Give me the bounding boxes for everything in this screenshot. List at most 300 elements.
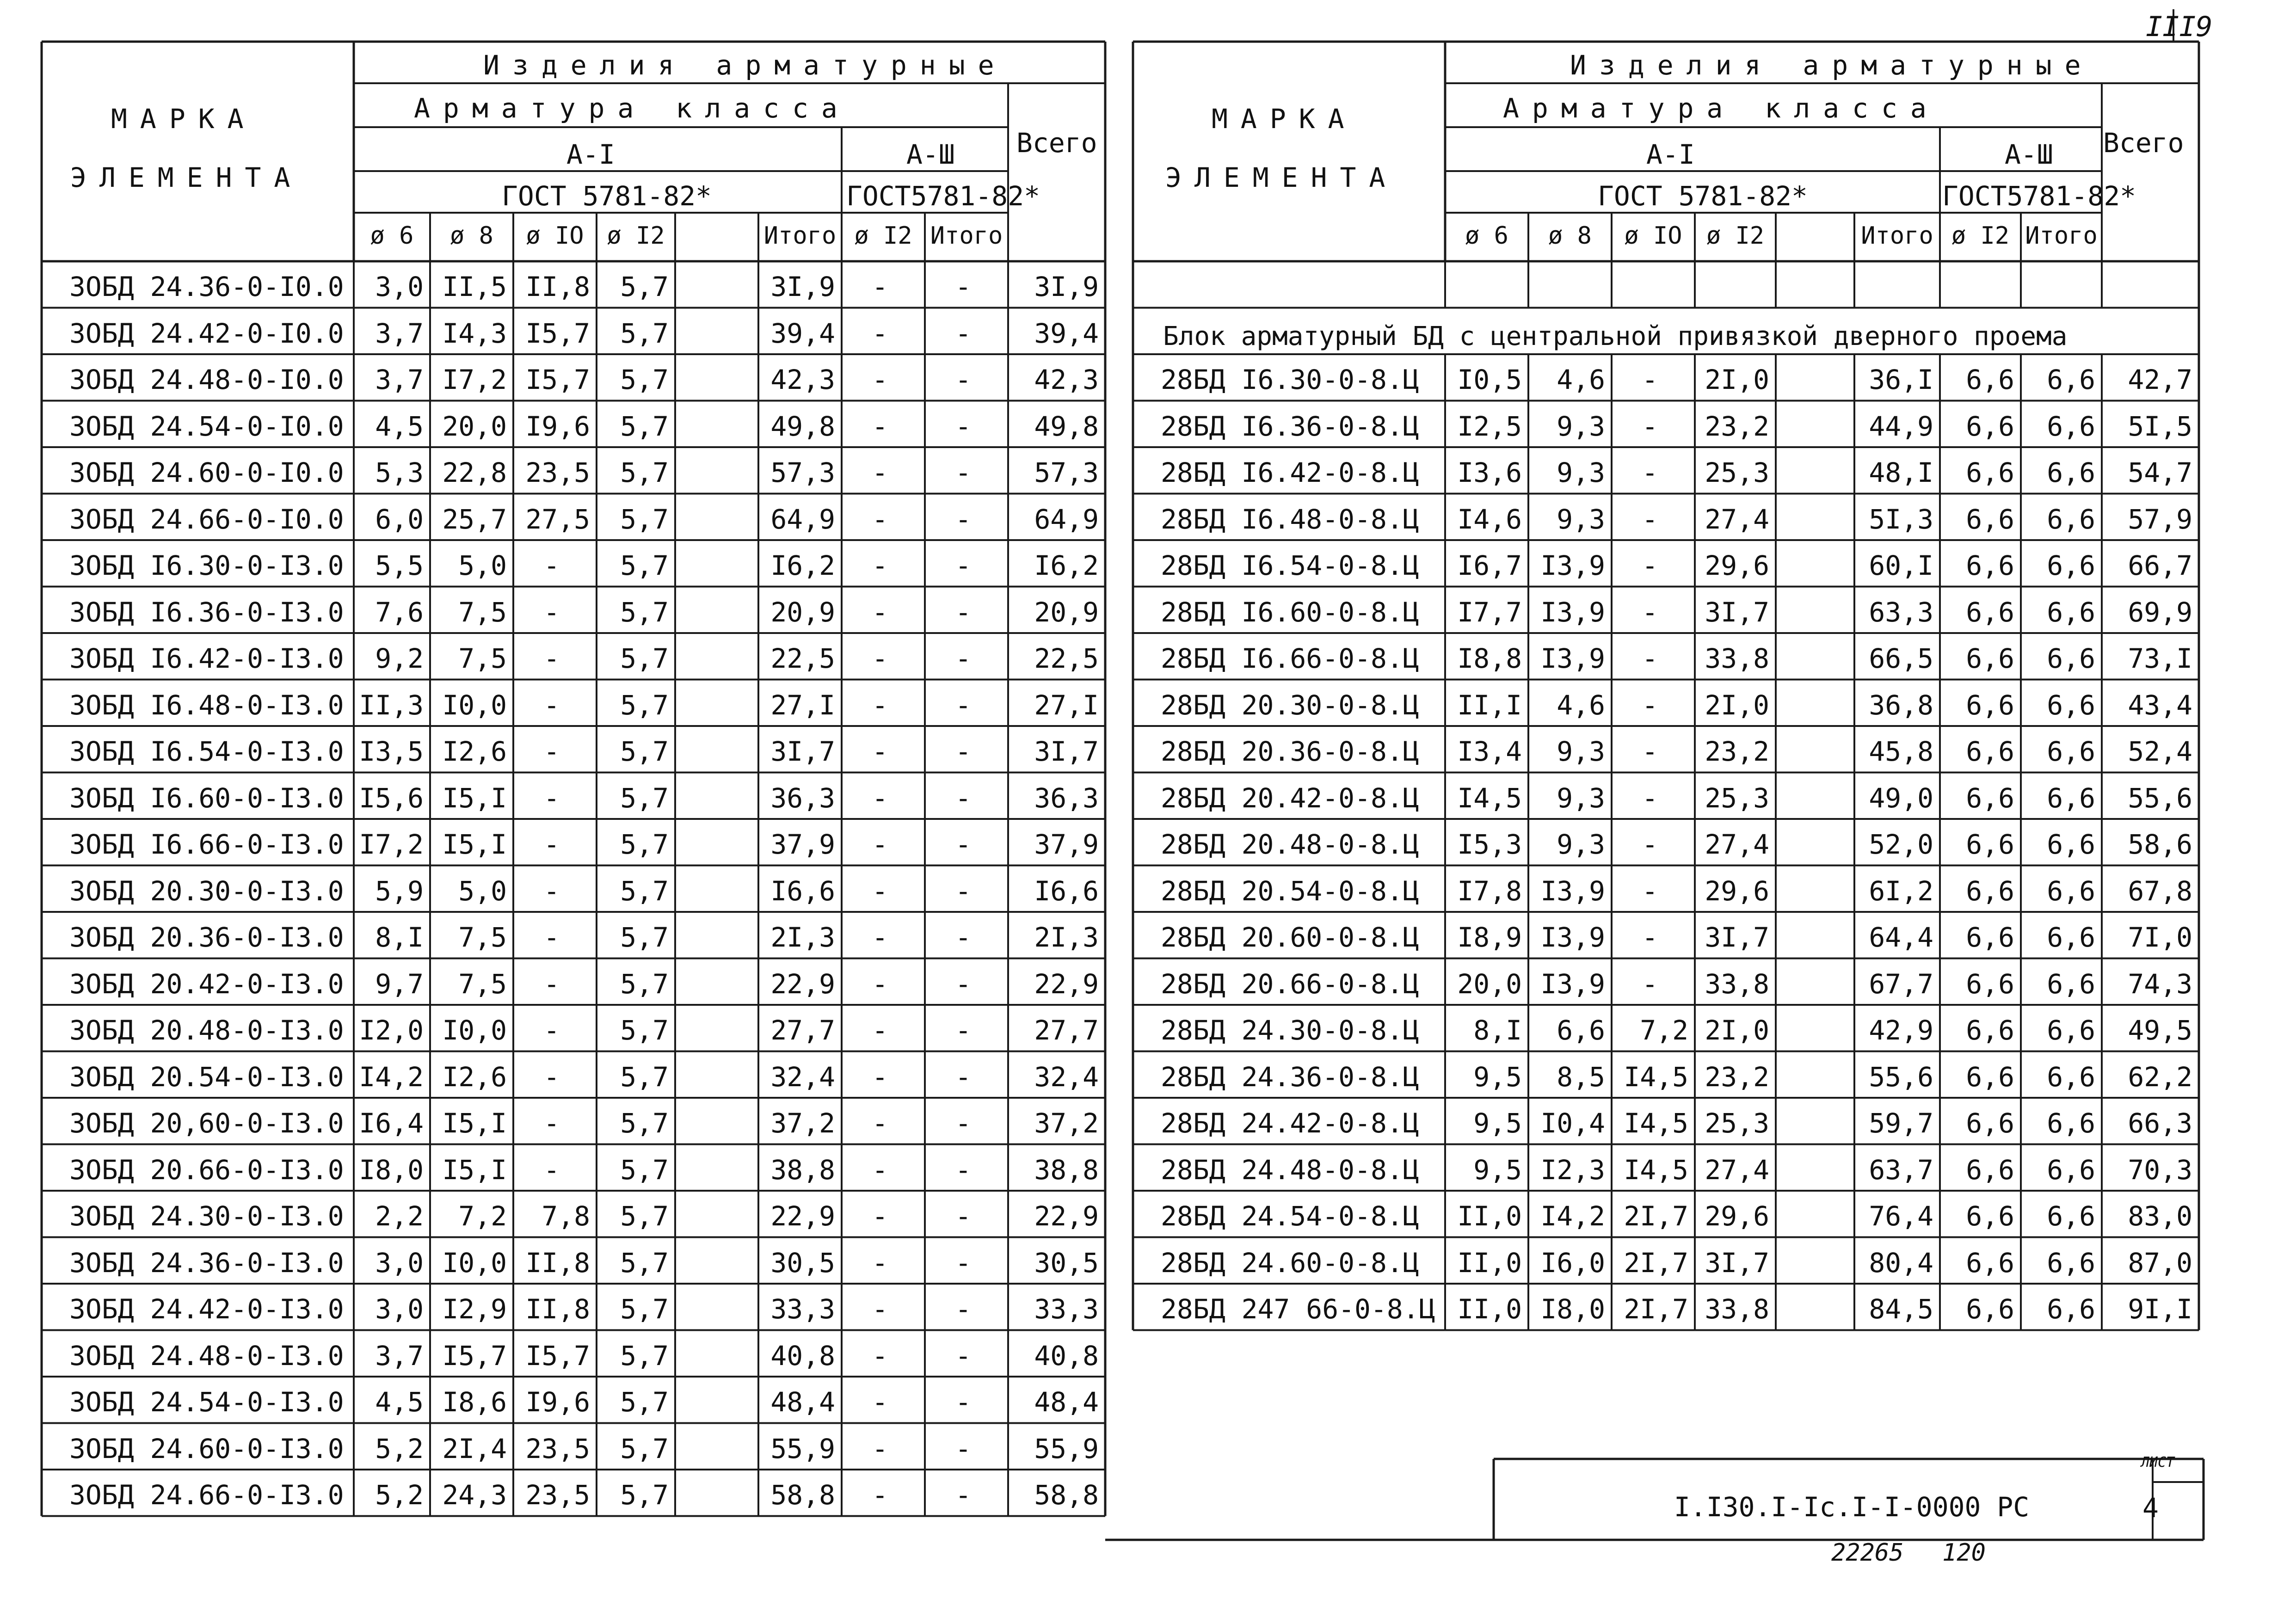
left-row-value: 27,5 <box>525 503 590 535</box>
right-col-header: ø IO <box>1624 222 1682 250</box>
right-row-value: 6,6 <box>1966 829 2014 860</box>
left-row-value: - <box>872 1154 888 1186</box>
left-row-value: 30,5 <box>770 1247 835 1279</box>
left-row-value: 49,8 <box>1034 410 1099 442</box>
right-row-value: 42,7 <box>2128 364 2192 395</box>
right-class-row: Арматура класса <box>1503 92 1939 124</box>
left-row-value: 48,4 <box>770 1386 835 1418</box>
right-row-value: 6,6 <box>1966 1154 2014 1186</box>
left-class-row: Арматура класса <box>414 92 850 124</box>
right-row-value: 33,8 <box>1705 643 1769 674</box>
right-row-value: 49,5 <box>2128 1015 2192 1046</box>
right-row-value: 84,5 <box>1869 1293 1933 1325</box>
left-row-value: - <box>872 364 888 395</box>
right-row-value: 6,6 <box>2047 922 2095 953</box>
right-row-value: 64,4 <box>1869 922 1933 953</box>
right-row-value: 6,6 <box>1966 875 2014 907</box>
right-row-value: I3,9 <box>1540 922 1605 953</box>
left-row-value: - <box>872 1386 888 1418</box>
right-row-value: I3,9 <box>1540 875 1605 907</box>
left-row-value: - <box>872 1061 888 1093</box>
left-row-mark: 3ОБД 24.30-0-I3.0 <box>69 1200 344 1232</box>
left-row-value: - <box>955 1107 972 1139</box>
right-row-value: 60,I <box>1869 550 1933 581</box>
left-row-value: I4,2 <box>359 1061 424 1093</box>
left-row-value: I4,3 <box>442 317 507 349</box>
left-row-value: - <box>955 1479 972 1511</box>
left-row-value: 38,8 <box>1034 1154 1099 1186</box>
right-row-value: - <box>1642 968 1658 1000</box>
left-row-value: I5,I <box>442 829 507 860</box>
right-row-value: 70,3 <box>2128 1154 2192 1186</box>
right-row-value: I2,3 <box>1540 1154 1605 1186</box>
right-row-value: I7,8 <box>1457 875 1522 907</box>
left-row-value: I8,6 <box>442 1386 507 1418</box>
left-row-mark: 3ОБД 24.60-0-I0.0 <box>69 457 344 488</box>
right-row-value: 20,0 <box>1457 968 1522 1000</box>
left-row-value: 55,9 <box>770 1433 835 1464</box>
left-row-value: 5,7 <box>620 317 669 349</box>
right-row-mark: 28БД 24.54-0-8.Ц <box>1161 1200 1419 1232</box>
left-row-mark: 3ОБД 24.36-0-I3.0 <box>69 1247 344 1279</box>
left-row-mark: 3ОБД I6.42-0-I3.0 <box>69 643 344 674</box>
right-row-value: - <box>1642 596 1658 628</box>
left-row-value: 27,7 <box>770 1015 835 1046</box>
right-row-mark: 28БД I6.66-0-8.Ц <box>1161 643 1419 674</box>
right-row-value: 6,6 <box>1966 1293 2014 1325</box>
left-row-value: - <box>543 1154 560 1186</box>
right-row-value: 6,6 <box>1966 922 2014 953</box>
left-row-value: 32,4 <box>1034 1061 1099 1093</box>
right-row-value: 6,6 <box>2047 1015 2095 1046</box>
left-row-value: I0,0 <box>442 689 507 721</box>
right-row-value: - <box>1642 782 1658 814</box>
left-row-value: 23,5 <box>525 457 590 488</box>
left-row-value: 5,7 <box>620 596 669 628</box>
right-row-value: - <box>1642 550 1658 581</box>
left-row-mark: 3ОБД I6.60-0-I3.0 <box>69 782 344 814</box>
left-row-value: - <box>955 782 972 814</box>
left-row-value: - <box>872 271 888 302</box>
right-row-value: 6,6 <box>1966 1061 2014 1093</box>
left-col-header: ø I2 <box>607 222 665 250</box>
right-row-value: 43,4 <box>2128 689 2192 721</box>
right-row-value: 9,5 <box>1473 1154 1522 1186</box>
right-row-value: 6,6 <box>1966 782 2014 814</box>
left-row-value: - <box>955 317 972 349</box>
left-row-mark: 3ОБД 24.48-0-I0.0 <box>69 364 344 395</box>
right-col-header: ø 6 <box>1465 222 1508 250</box>
left-row-value: 3,7 <box>375 1340 424 1372</box>
right-row-value: 27,4 <box>1705 829 1769 860</box>
left-row-value: - <box>543 596 560 628</box>
left-row-value: 3I,7 <box>1034 736 1099 767</box>
right-row-value: 44,9 <box>1869 410 1933 442</box>
right-row-value: 6,6 <box>2047 364 2095 395</box>
right-row-mark: 28БД 24.36-0-8.Ц <box>1161 1061 1419 1093</box>
left-row-value: I5,7 <box>525 1340 590 1372</box>
left-row-value: 57,3 <box>770 457 835 488</box>
left-row-value: 5,0 <box>458 875 507 907</box>
right-row-mark: 28БД 24.42-0-8.Ц <box>1161 1107 1419 1139</box>
sheet-number: 4 <box>2142 1492 2159 1524</box>
right-row-value: 59,7 <box>1869 1107 1933 1139</box>
left-row-mark: 3ОБД 20.48-0-I3.0 <box>69 1015 344 1046</box>
left-row-value: - <box>955 550 972 581</box>
left-row-value: II,5 <box>442 271 507 302</box>
right-section-note: Блок арматурный БД с центральной привязкой дверного проема <box>1163 321 2068 351</box>
right-row-value: 52,4 <box>2128 736 2192 767</box>
left-row-value: 2,2 <box>375 1200 424 1232</box>
right-row-value: 6,6 <box>1966 364 2014 395</box>
left-row-value: 7,5 <box>458 643 507 674</box>
left-row-value: - <box>543 643 560 674</box>
right-row-value: 6,6 <box>2047 875 2095 907</box>
left-row-value: 9,2 <box>375 643 424 674</box>
left-row-value: - <box>543 1015 560 1046</box>
right-row-value: 73,I <box>2128 643 2192 674</box>
left-row-value: 3,7 <box>375 317 424 349</box>
left-row-value: 22,5 <box>770 643 835 674</box>
left-row-value: 24,3 <box>442 1479 507 1511</box>
right-row-value: 36,8 <box>1869 689 1933 721</box>
right-row-value: 2I,7 <box>1624 1293 1688 1325</box>
right-row-value: I4,6 <box>1457 503 1522 535</box>
left-row-value: 5,7 <box>620 457 669 488</box>
right-total-label: Всего <box>2103 127 2184 159</box>
left-row-value: 5,7 <box>620 875 669 907</box>
left-row-value: 25,7 <box>442 503 507 535</box>
right-row-value: 8,5 <box>1557 1061 1605 1093</box>
left-row-value: 3I,9 <box>770 271 835 302</box>
left-row-value: 5,7 <box>620 364 669 395</box>
left-row-value: 20,9 <box>1034 596 1099 628</box>
left-row-value: - <box>872 1479 888 1511</box>
left-row-value: 5,7 <box>620 736 669 767</box>
left-row-value: 22,9 <box>1034 1200 1099 1232</box>
right-gost-a3: ГОСТ5781-82* <box>1942 180 2136 212</box>
left-row-value: - <box>872 550 888 581</box>
left-row-value: 5,0 <box>458 550 507 581</box>
left-row-value: 5,3 <box>375 457 424 488</box>
left-row-value: - <box>543 550 560 581</box>
right-row-value: 6,6 <box>2047 782 2095 814</box>
right-row-value: 5I,5 <box>2128 410 2192 442</box>
left-row-value: 5,7 <box>620 1015 669 1046</box>
left-row-value: - <box>955 922 972 953</box>
right-row-value: 55,6 <box>2128 782 2192 814</box>
right-row-value: 74,3 <box>2128 968 2192 1000</box>
left-row-value: 5,7 <box>620 1479 669 1511</box>
right-row-value: 9,5 <box>1473 1061 1522 1093</box>
left-row-value: - <box>955 1340 972 1372</box>
right-row-value: 36,I <box>1869 364 1933 395</box>
right-mark-label-2: ЭЛЕМЕНТА <box>1165 162 1398 193</box>
right-row-value: - <box>1642 736 1658 767</box>
right-row-value: 57,9 <box>2128 503 2192 535</box>
right-row-value: 9,3 <box>1557 457 1605 488</box>
left-row-value: 5,7 <box>620 550 669 581</box>
left-row-value: 37,9 <box>770 829 835 860</box>
right-row-value: II,0 <box>1457 1293 1522 1325</box>
right-row-value: 6,6 <box>1966 1247 2014 1279</box>
right-row-value: 63,7 <box>1869 1154 1933 1186</box>
right-col-header: ø I2 <box>1706 222 1765 250</box>
left-row-value: 5,7 <box>620 922 669 953</box>
right-row-value: 7,2 <box>1640 1015 1688 1046</box>
right-row-mark: 28БД I6.36-0-8.Ц <box>1161 410 1419 442</box>
left-row-value: 5,7 <box>620 643 669 674</box>
left-row-value: 5,9 <box>375 875 424 907</box>
right-row-value: 42,9 <box>1869 1015 1933 1046</box>
right-row-value: 45,8 <box>1869 736 1933 767</box>
left-row-value: - <box>872 503 888 535</box>
right-row-value: 6,6 <box>2047 643 2095 674</box>
left-row-value: 7,5 <box>458 596 507 628</box>
right-row-value: I4,5 <box>1457 782 1522 814</box>
right-row-value: 2I,7 <box>1624 1200 1688 1232</box>
right-row-value: 66,7 <box>2128 550 2192 581</box>
left-row-value: I2,6 <box>442 1061 507 1093</box>
left-row-value: - <box>872 736 888 767</box>
right-row-value: I4,5 <box>1624 1061 1688 1093</box>
left-row-value: I5,I <box>442 782 507 814</box>
left-row-value: - <box>543 1107 560 1139</box>
left-row-value: - <box>543 968 560 1000</box>
left-row-value: - <box>955 689 972 721</box>
left-row-value: 37,2 <box>1034 1107 1099 1139</box>
left-row-value: 49,8 <box>770 410 835 442</box>
right-row-mark: 28БД 24.30-0-8.Ц <box>1161 1015 1419 1046</box>
left-row-value: - <box>955 596 972 628</box>
order-number: 22265 <box>1831 1539 1904 1567</box>
right-row-value: 6,6 <box>1966 689 2014 721</box>
left-row-value: - <box>872 643 888 674</box>
right-row-value: 6,6 <box>2047 1247 2095 1279</box>
right-row-value: 54,7 <box>2128 457 2192 488</box>
right-row-value: 9,5 <box>1473 1107 1522 1139</box>
right-row-value: I4,2 <box>1540 1200 1605 1232</box>
left-row-value: - <box>955 1293 972 1325</box>
left-row-value: I7,2 <box>442 364 507 395</box>
left-row-value: I5,I <box>442 1154 507 1186</box>
right-row-value: 67,8 <box>2128 875 2192 907</box>
left-col-header: ø IO <box>526 222 584 250</box>
right-a3-label: А-Ш <box>2005 139 2053 170</box>
left-row-value: - <box>872 317 888 349</box>
right-row-value: 9I,I <box>2128 1293 2192 1325</box>
left-row-value: I5,6 <box>359 782 424 814</box>
left-row-value: - <box>543 829 560 860</box>
right-row-value: 76,4 <box>1869 1200 1933 1232</box>
left-row-mark: 3ОБД 24.54-0-I0.0 <box>69 410 344 442</box>
left-row-value: - <box>955 1154 972 1186</box>
left-a1-label: А-I <box>566 139 615 170</box>
left-row-value: 38,8 <box>770 1154 835 1186</box>
right-row-value: 23,2 <box>1705 736 1769 767</box>
right-row-value: 6,6 <box>1966 968 2014 1000</box>
left-row-value: I5,7 <box>525 364 590 395</box>
left-row-value: - <box>872 689 888 721</box>
right-row-value: 8,I <box>1473 1015 1522 1046</box>
right-col-header: ø I2 <box>1951 222 2010 250</box>
right-row-value: 25,3 <box>1705 782 1769 814</box>
left-row-value: II,8 <box>525 271 590 302</box>
right-row-value: II,0 <box>1457 1200 1522 1232</box>
left-row-value: 7,2 <box>458 1200 507 1232</box>
left-row-value: 5,7 <box>620 829 669 860</box>
left-row-value: 58,8 <box>1034 1479 1099 1511</box>
left-row-value: - <box>955 1015 972 1046</box>
left-row-value: 4,5 <box>375 410 424 442</box>
left-row-value: 40,8 <box>1034 1340 1099 1372</box>
left-row-value: 27,I <box>770 689 835 721</box>
left-row-value: 9,7 <box>375 968 424 1000</box>
left-row-value: - <box>543 782 560 814</box>
left-row-value: 57,3 <box>1034 457 1099 488</box>
left-row-mark: 3ОБД 24.42-0-I3.0 <box>69 1293 344 1325</box>
right-row-value: II,0 <box>1457 1247 1522 1279</box>
left-row-value: - <box>955 736 972 767</box>
left-row-value: - <box>955 1061 972 1093</box>
left-row-value: 27,7 <box>1034 1015 1099 1046</box>
right-row-value: 2I,0 <box>1705 364 1769 395</box>
right-row-value: - <box>1642 922 1658 953</box>
right-row-value: - <box>1642 503 1658 535</box>
right-row-value: 23,2 <box>1705 410 1769 442</box>
right-row-mark: 28БД 24.60-0-8.Ц <box>1161 1247 1419 1279</box>
right-row-value: I3,6 <box>1457 457 1522 488</box>
right-row-value: 3I,7 <box>1705 922 1769 953</box>
left-row-value: - <box>955 1433 972 1464</box>
right-row-value: 9,3 <box>1557 410 1605 442</box>
left-row-value: I0,0 <box>442 1015 507 1046</box>
left-row-mark: 3ОБД 20.66-0-I3.0 <box>69 1154 344 1186</box>
left-col-header: ø 8 <box>450 222 493 250</box>
right-row-value: 6,6 <box>2047 968 2095 1000</box>
right-row-value: 3I,7 <box>1705 596 1769 628</box>
right-row-mark: 28БД I6.30-0-8.Ц <box>1161 364 1419 395</box>
right-row-value: 6,6 <box>2047 1154 2095 1186</box>
right-row-value: 6,6 <box>2047 503 2095 535</box>
right-row-value: 80,4 <box>1869 1247 1933 1279</box>
left-row-value: 5,7 <box>620 1154 669 1186</box>
left-row-value: 5,5 <box>375 550 424 581</box>
right-row-value: 6,6 <box>2047 596 2095 628</box>
left-row-value: 20,0 <box>442 410 507 442</box>
format-number: 120 <box>1942 1539 1986 1567</box>
right-row-value: 6,6 <box>1966 1107 2014 1139</box>
left-row-value: 42,3 <box>1034 364 1099 395</box>
left-row-value: 37,2 <box>770 1107 835 1139</box>
left-row-value: 2I,3 <box>1034 922 1099 953</box>
left-gost-a1: ГОСТ 5781-82* <box>502 180 712 212</box>
sheet-label: ЛИСТ <box>2141 1454 2175 1470</box>
left-row-value: 36,3 <box>770 782 835 814</box>
left-mark-label-1: МАРКА <box>111 103 257 135</box>
left-row-value: 5,7 <box>620 1061 669 1093</box>
left-row-value: 32,4 <box>770 1061 835 1093</box>
left-row-value: 42,3 <box>770 364 835 395</box>
left-row-value: - <box>955 364 972 395</box>
right-row-value: 33,8 <box>1705 968 1769 1000</box>
right-col-header: Итого <box>2025 222 2098 250</box>
left-row-value: 33,3 <box>1034 1293 1099 1325</box>
left-row-value: 33,3 <box>770 1293 835 1325</box>
left-row-value: 5,7 <box>620 1247 669 1279</box>
left-row-value: 64,9 <box>770 503 835 535</box>
left-row-value: I3,5 <box>359 736 424 767</box>
left-row-value: 5,7 <box>620 271 669 302</box>
document-code: I.I30.I-Ic.I-I-0000 PC <box>1674 1491 2030 1523</box>
left-row-mark: 3ОБД 24.66-0-I0.0 <box>69 503 344 535</box>
left-row-value: 5,7 <box>620 410 669 442</box>
left-row-value: 55,9 <box>1034 1433 1099 1464</box>
right-row-mark: 28БД 20.42-0-8.Ц <box>1161 782 1419 814</box>
left-row-mark: 3ОБД I6.48-0-I3.0 <box>69 689 344 721</box>
right-row-value: I6,0 <box>1540 1247 1605 1279</box>
right-row-value: 58,6 <box>2128 829 2192 860</box>
left-row-value: - <box>872 410 888 442</box>
left-row-value: - <box>872 457 888 488</box>
left-col-header: Итого <box>763 222 837 250</box>
right-row-value: - <box>1642 457 1658 488</box>
left-row-value: 64,9 <box>1034 503 1099 535</box>
right-row-value: 6,6 <box>2047 550 2095 581</box>
left-row-mark: 3ОБД 20.30-0-I3.0 <box>69 875 344 907</box>
left-row-value: I7,2 <box>359 829 424 860</box>
left-row-value: I6,4 <box>359 1107 424 1139</box>
left-row-mark: 3ОБД 20.36-0-I3.0 <box>69 922 344 953</box>
right-row-value: 6,6 <box>2047 1200 2095 1232</box>
right-row-value: 87,0 <box>2128 1247 2192 1279</box>
left-row-value: 2I,4 <box>442 1433 507 1464</box>
left-row-value: 3,7 <box>375 364 424 395</box>
left-row-value: - <box>955 1247 972 1279</box>
right-row-value: 6,6 <box>1557 1015 1605 1046</box>
right-row-value: 6I,2 <box>1869 875 1933 907</box>
right-row-value: 83,0 <box>2128 1200 2192 1232</box>
left-row-value: - <box>872 1015 888 1046</box>
right-row-value: 6,6 <box>2047 1107 2095 1139</box>
left-row-mark: 3ОБД I6.36-0-I3.0 <box>69 596 344 628</box>
right-row-mark: 28БД 20.60-0-8.Ц <box>1161 922 1419 953</box>
left-row-value: 37,9 <box>1034 829 1099 860</box>
left-row-value: - <box>543 689 560 721</box>
left-row-value: 5,2 <box>375 1479 424 1511</box>
left-row-value: 5,7 <box>620 1200 669 1232</box>
left-total-label: Всего <box>1016 127 1097 159</box>
left-row-value: 30,5 <box>1034 1247 1099 1279</box>
right-row-value: 66,5 <box>1869 643 1933 674</box>
left-row-mark: 3ОБД 20.54-0-I3.0 <box>69 1061 344 1093</box>
right-row-value: I3,9 <box>1540 643 1605 674</box>
left-row-value: II,8 <box>525 1247 590 1279</box>
left-row-mark: 3ОБД 24.42-0-I0.0 <box>69 317 344 349</box>
left-row-value: - <box>872 829 888 860</box>
left-row-value: I9,6 <box>525 1386 590 1418</box>
left-row-value: 3I,9 <box>1034 271 1099 302</box>
right-row-value: 6,6 <box>2047 736 2095 767</box>
left-row-mark: 3ОБД 20.42-0-I3.0 <box>69 968 344 1000</box>
right-row-value: 9,3 <box>1557 829 1605 860</box>
right-row-value: I4,5 <box>1624 1107 1688 1139</box>
right-row-value: 48,I <box>1869 457 1933 488</box>
left-row-value: I5,7 <box>525 317 590 349</box>
right-row-value: 9,3 <box>1557 782 1605 814</box>
right-row-value: 6,6 <box>1966 457 2014 488</box>
left-row-mark: 3ОБД 24.60-0-I3.0 <box>69 1433 344 1464</box>
